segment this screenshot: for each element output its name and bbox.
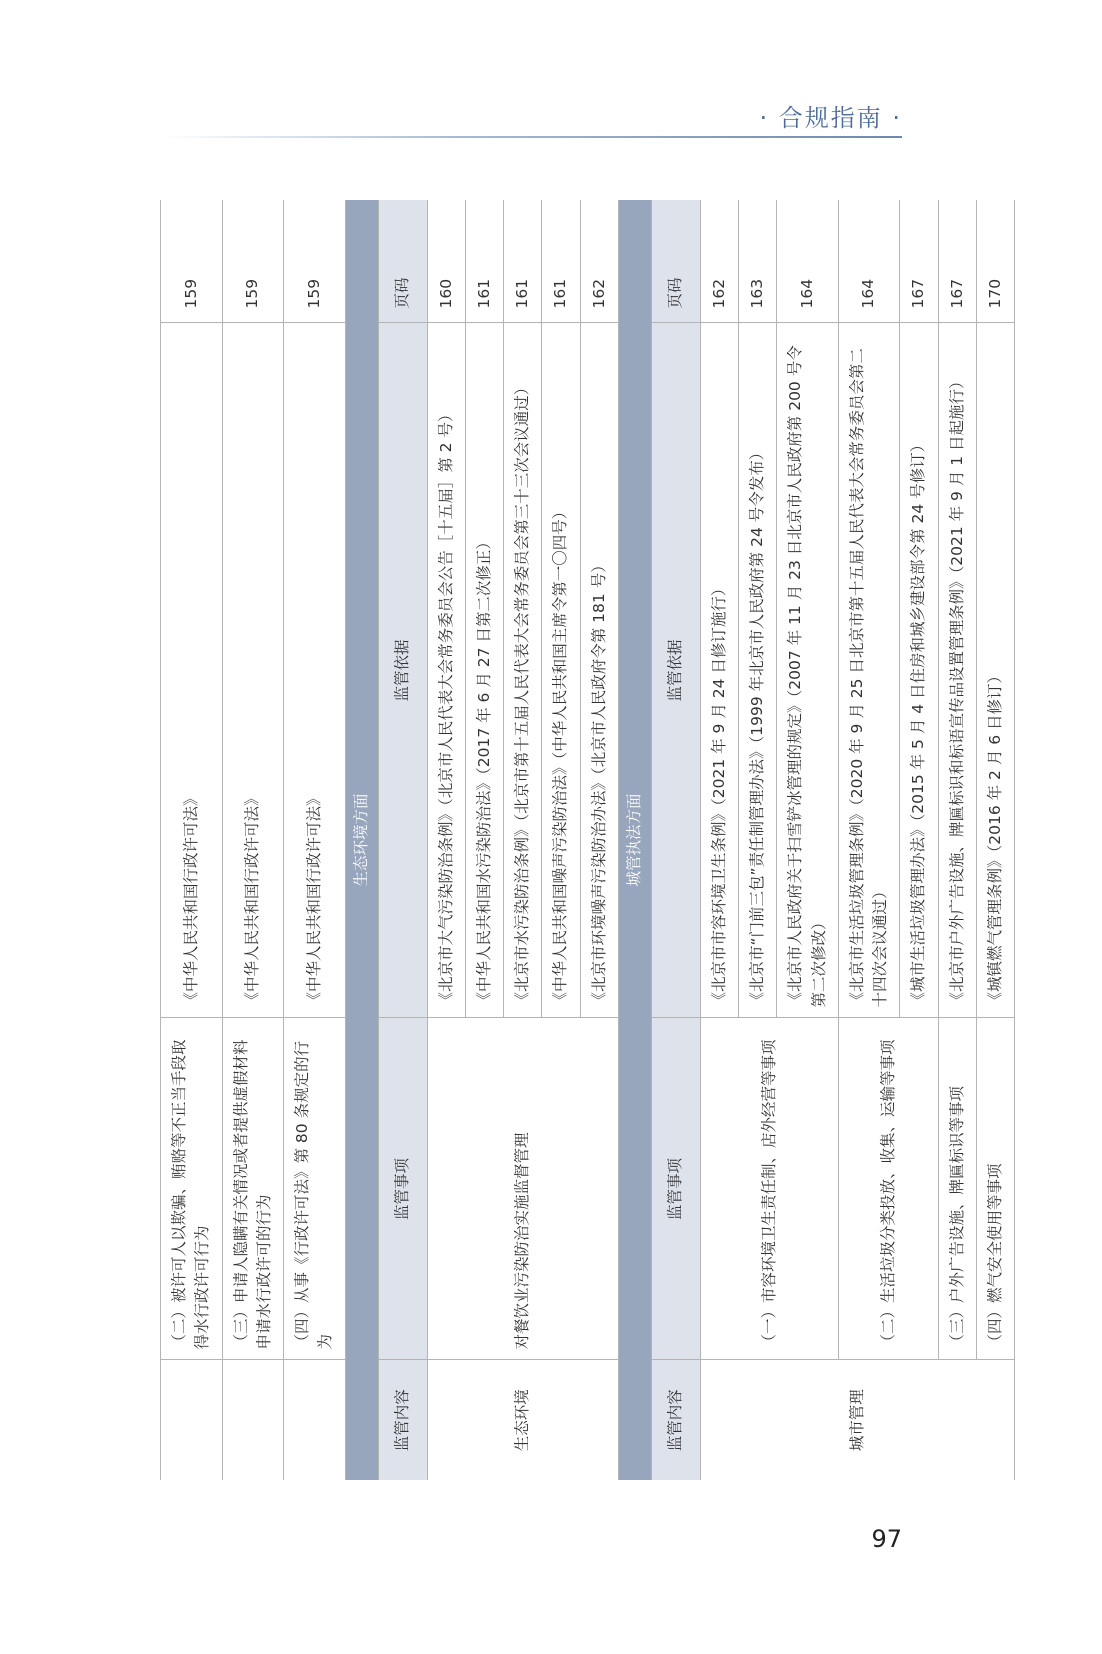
basis-cell: 《北京市生活垃圾管理条例》（2020 年 9 月 25 日北京市第十五届人民代表大会常务委员会第二十四次会议通过） <box>838 323 900 1018</box>
table-row <box>838 200 900 1480</box>
table-row <box>222 200 284 1480</box>
basis-cell: 《中华人民共和国行政许可法》 <box>284 323 346 1018</box>
page-cell: 163 <box>739 200 777 323</box>
page-cell: 164 <box>777 200 839 323</box>
header-basis: 监管依据 <box>651 323 700 1018</box>
regulation-table <box>160 200 1015 1480</box>
basis-cell: 《中华人民共和国行政许可法》 <box>222 323 284 1018</box>
table-row <box>427 200 465 1480</box>
page-cell: 159 <box>222 200 284 323</box>
basis-cell: 《北京市大气污染防治条例》（北京市人民代表大会常务委员会公告［十五届］第 2 号） <box>427 323 465 1018</box>
table-row <box>161 200 223 1480</box>
page-cell: 164 <box>838 200 900 323</box>
basis-cell: 《城市生活垃圾管理办法》（2015 年 5 月 4 日住房和城乡建设部令第 24 号修订） <box>900 323 938 1018</box>
column-header-row <box>651 200 700 1480</box>
page-cell: 161 <box>465 200 503 323</box>
basis-cell: 《城镇燃气管理条例》（2016 年 2 月 6 日修订） <box>976 323 1014 1018</box>
table-row <box>284 200 346 1480</box>
content-cell <box>284 1360 346 1480</box>
basis-cell: 《北京市水污染防治条例》（北京市第十五届人民代表大会常务委员会第三十三次会议通过） <box>504 323 542 1018</box>
page-cell: 162 <box>580 200 618 323</box>
header-page: 页码 <box>651 200 700 323</box>
page-number: 97 <box>871 1525 902 1553</box>
page-cell: 161 <box>542 200 580 323</box>
basis-cell: 《中华人民共和国噪声污染防治法》（中华人民共和国主席令第一〇四号） <box>542 323 580 1018</box>
topic-cell: 生态环境 <box>427 1360 618 1480</box>
page-cell: 167 <box>938 200 976 323</box>
basis-cell: 《中华人民共和国行政许可法》 <box>161 323 223 1018</box>
content-cell <box>222 1360 284 1480</box>
column-header-row <box>378 200 427 1480</box>
section-title-eco: 生态环境方面 <box>345 200 378 1480</box>
basis-cell: 《北京市人民政府关于扫雪铲冰管理的规定》（2007 年 11 月 23 日北京市人民政府第 200 号令第二次修改） <box>777 323 839 1018</box>
item-cell: （一）市容环境卫生责任制、店外经营等事项 <box>700 1018 838 1360</box>
header-rule <box>160 136 902 138</box>
item-cell: （三）申请人隐瞒有关情况或者提供虚假材料申请水行政许可的行为 <box>222 1018 284 1360</box>
header-item: 监管事项 <box>651 1018 700 1360</box>
header-content: 监管内容 <box>651 1360 700 1480</box>
page-cell: 167 <box>900 200 938 323</box>
basis-cell: 《北京市市容环境卫生条例》（2021 年 9 月 24 日修订施行） <box>700 323 738 1018</box>
basis-cell: 《北京市“门前三包”责任制管理办法》（1999 年北京市人民政府第 24 号令发布） <box>739 323 777 1018</box>
section-header-row <box>618 200 651 1480</box>
item-cell: 对餐饮业污染防治实施监督管理 <box>427 1018 618 1360</box>
table-row <box>976 200 1014 1480</box>
header-page: 页码 <box>378 200 427 323</box>
item-cell: （三）户外广告设施、牌匾标识等事项 <box>938 1018 976 1360</box>
topic-cell: 城市管理 <box>700 1360 1014 1480</box>
page-cell: 159 <box>284 200 346 323</box>
basis-cell: 《中华人民共和国水污染防治法》（2017 年 6 月 27 日第二次修正） <box>465 323 503 1018</box>
header-item: 监管事项 <box>378 1018 427 1360</box>
page-cell: 160 <box>427 200 465 323</box>
item-cell: （二）被许可人以欺骗、贿赂等不正当手段取得水行政许可行为 <box>161 1018 223 1360</box>
rotated-table-container <box>160 200 1004 1480</box>
section-title-urban: 城管执法方面 <box>618 200 651 1480</box>
page-cell: 159 <box>161 200 223 323</box>
header-basis: 监管依据 <box>378 323 427 1018</box>
table-row <box>700 200 738 1480</box>
content-cell <box>161 1360 223 1480</box>
header-content: 监管内容 <box>378 1360 427 1480</box>
page-cell: 170 <box>976 200 1014 323</box>
running-header: · 合规指南 · <box>759 104 902 132</box>
basis-cell: 《北京市环境噪声污染防治办法》（北京市人民政府令第 181 号） <box>580 323 618 1018</box>
item-cell: （四）从事《行政许可法》第 80 条规定的行为 <box>284 1018 346 1360</box>
item-cell: （二）生活垃圾分类投放、收集、运输等事项 <box>838 1018 938 1360</box>
section-header-row <box>345 200 378 1480</box>
basis-cell: 《北京市户外广告设施、牌匾标识和标语宣传品设置管理条例》（2021 年 9 月 1 日起施行） <box>938 323 976 1018</box>
item-cell: （四）燃气安全使用等事项 <box>976 1018 1014 1360</box>
table-row <box>938 200 976 1480</box>
page-cell: 162 <box>700 200 738 323</box>
page-cell: 161 <box>504 200 542 323</box>
